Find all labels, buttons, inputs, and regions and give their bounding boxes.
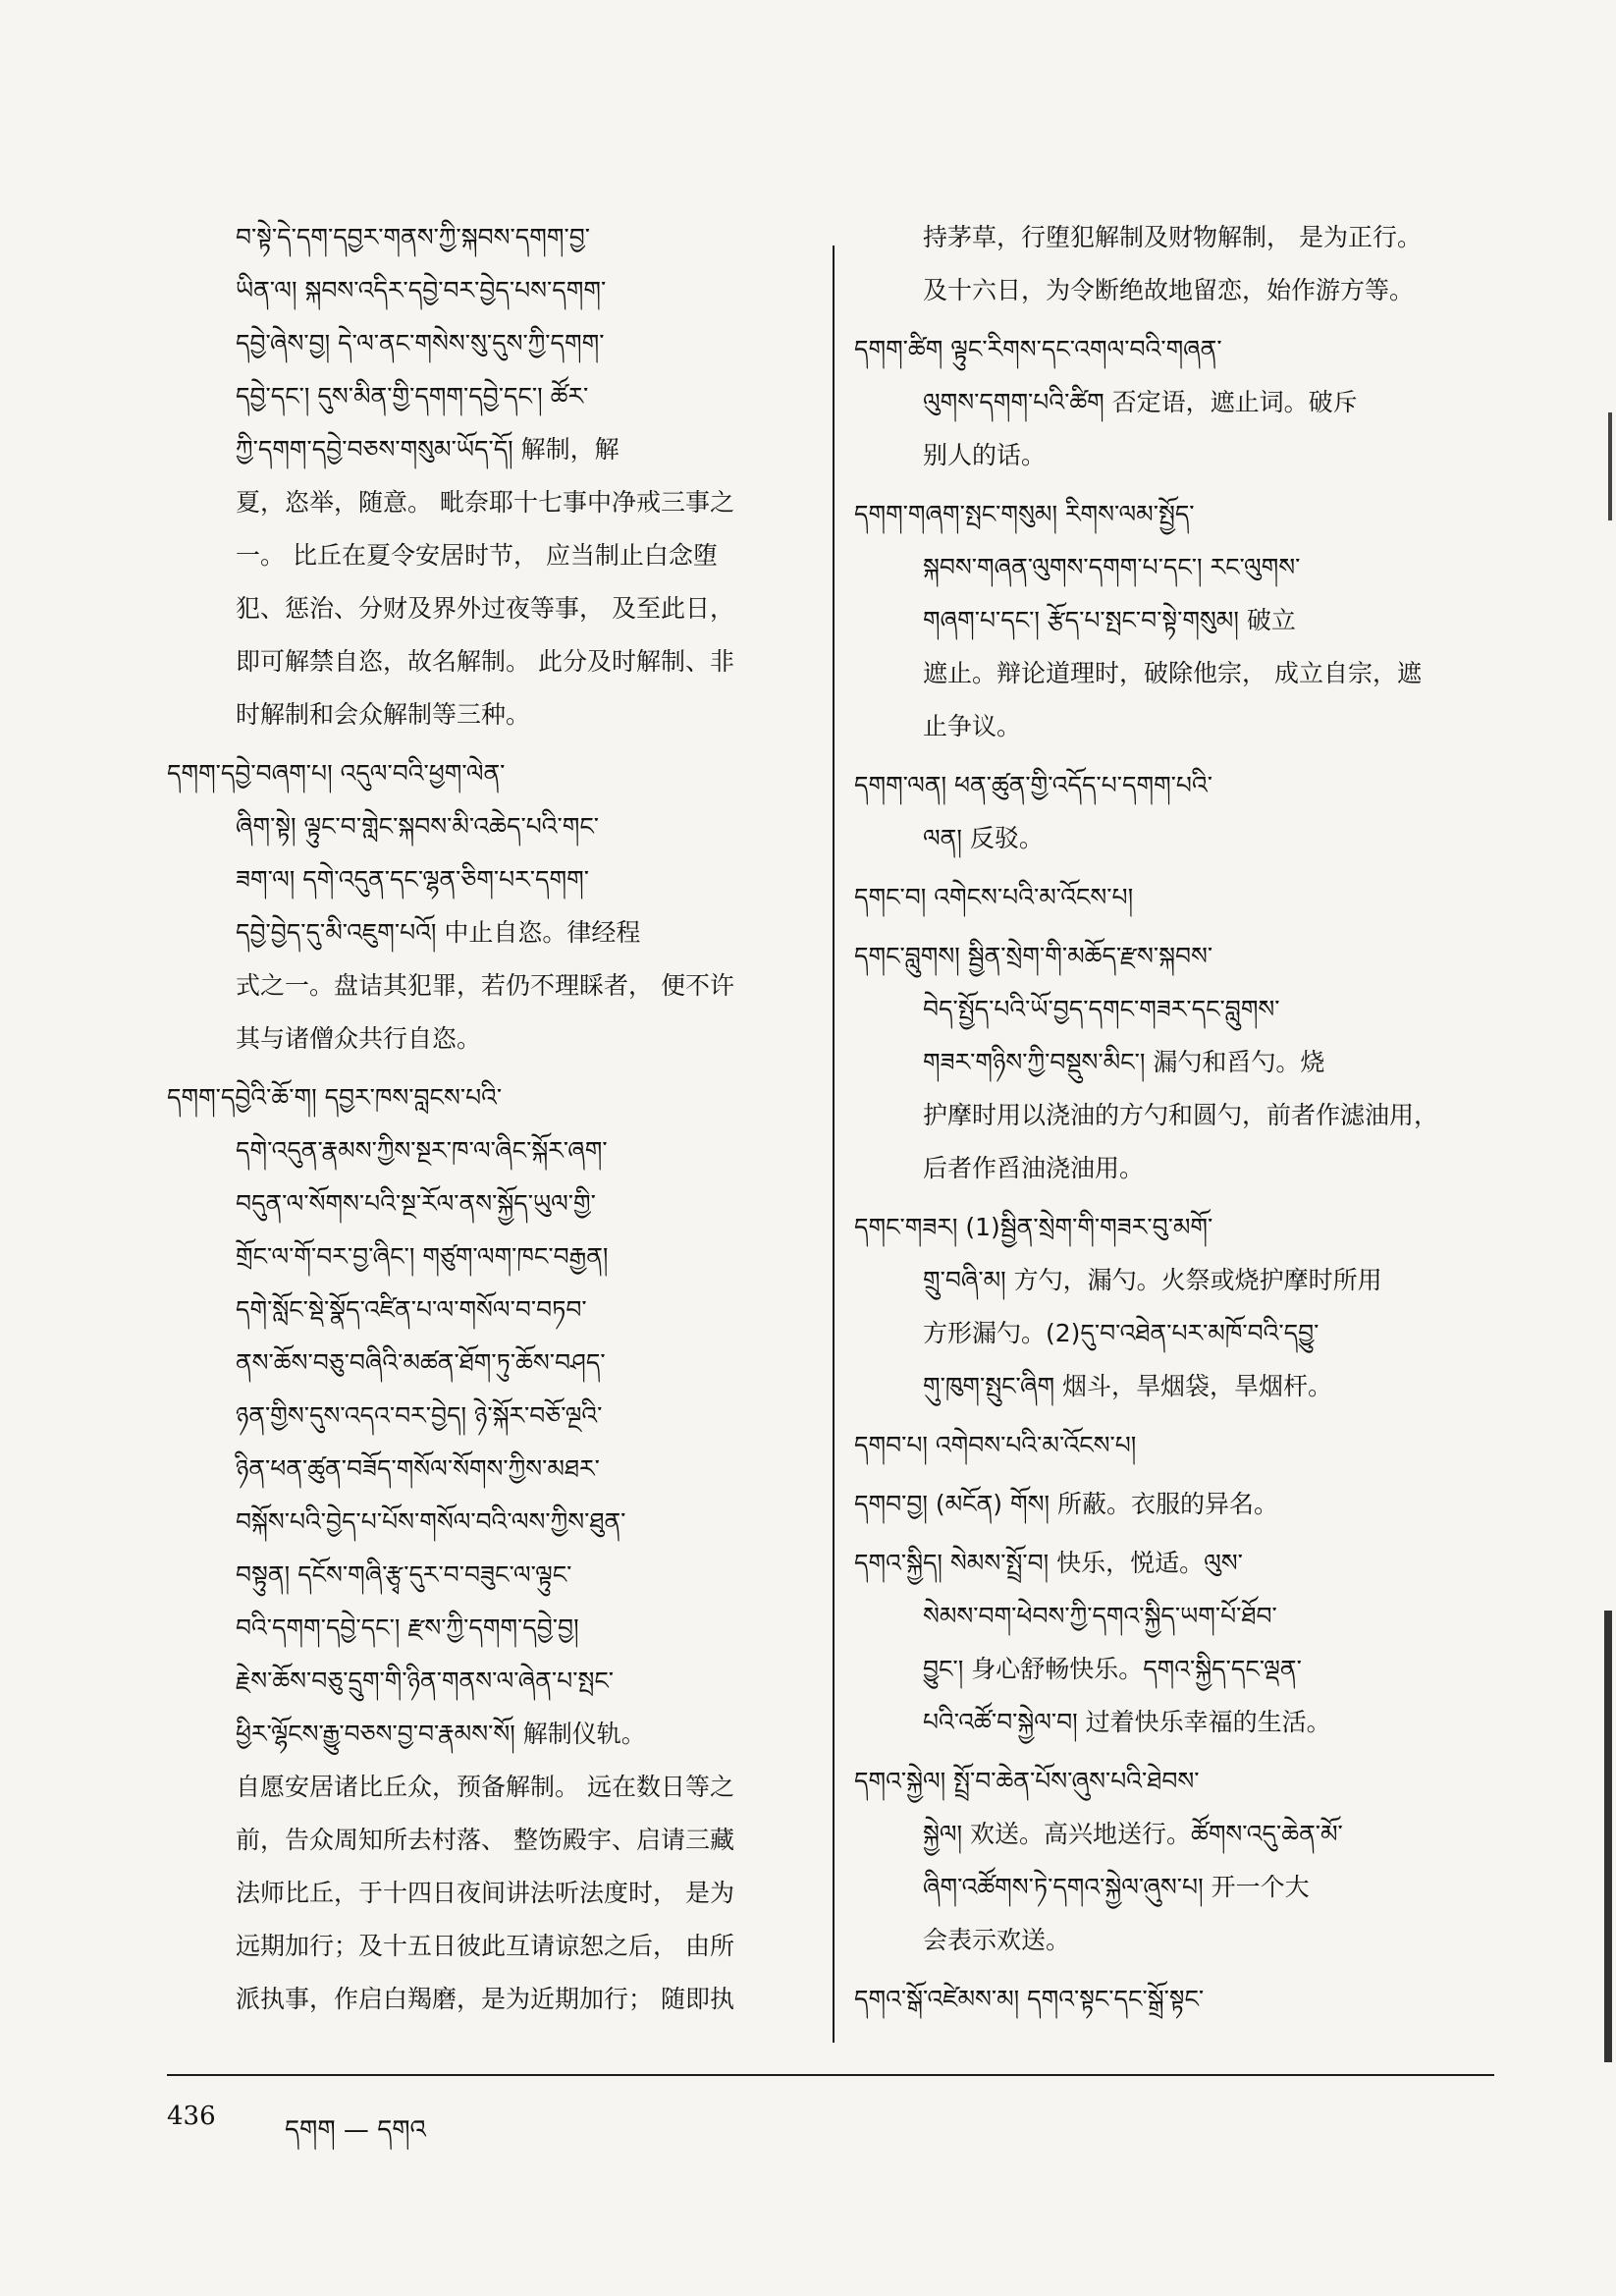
entry-headline: དགང་བླུགས། སྦྱིན་སྲེག་གི་མཆོད་རྫས་སྐབས་ (854, 942, 1213, 970)
dictionary-entry (854, 1755, 1492, 1967)
right-column (854, 211, 1492, 2032)
entry-line: བའི་དགག་དབྱེ་དང་། རྫས་ཀྱི་དགག་དབྱེ་བྱ། (236, 1613, 579, 1642)
dictionary-entry (854, 488, 1492, 753)
entry-line: སྐྱེལ། 欢送。高兴地送行。ཚོགས་འདུ་ཆེན་མོ་ (923, 1820, 1343, 1848)
entry-line: ཉན་གྱིས་དུས་འདའ་བར་བྱེད། ཉེ་སྐོར་བཅོ་ལྔའི་ (236, 1401, 603, 1430)
entry-headline: དགའ་སྐྱིད། སེམས་སྤྲོ་བ། 快乐，悦适。ལུས་ (854, 1549, 1243, 1577)
entry-line: 法师比丘，于十四日夜间讲法听法度时， 是为 (236, 1879, 734, 1907)
entry-line: བདུན་ལ་སོགས་པའི་སྔ་རོལ་ནས་སྐྱོད་ཡུལ་གྱི་ (236, 1189, 596, 1218)
entry-line: སེམས་བག་ཕེབས་ཀྱི་དགའ་སྐྱིད་ཡག་པོ་ཐོབ་ (923, 1602, 1277, 1630)
entry-line: དབྱེ་དང་། དུས་མིན་གྱི་དགག་དབྱེ་དང་། ཚོར་ (236, 382, 589, 410)
entry-line: ཟག་ལ། དགེ་འདུན་དང་ལྷན་ཅིག་པར་དགག་ (236, 865, 589, 894)
entry-line: 前，告众周知所去村落、 整饬殿宇、启请三藏 (236, 1826, 734, 1854)
dictionary-entry (854, 323, 1492, 482)
entry-headline: དགག་ལན། ཕན་ཚུན་གྱི་འདོད་པ་དགག་པའི་ (854, 771, 1212, 799)
entry-line: ཕྱིར་ལྷོངས་རྒྱུ་བཅས་བྱ་བ་རྣམས་སོ། 解制仪轨。 (236, 1720, 646, 1748)
dictionary-entry (854, 1537, 1492, 1749)
entry-line: པའི་འཚོ་བ་སྐྱེལ་བ། 过着快乐幸福的生活。 (923, 1708, 1331, 1736)
page-number: 436 (167, 2102, 216, 2131)
entry-line: གྲུ་བཞི་མ། 方勺，漏勺。火祭或烧护摩时所用 (923, 1266, 1382, 1294)
entry-headline: དགའ་སྒོ་འཛེམས་མ། དགའ་སྟང་དང་སྒྲོ་སྟང་ (854, 1985, 1205, 2013)
entry-line: ལན། 反驳。 (923, 824, 1044, 852)
page-range-header: དགག — དགའ (285, 2115, 426, 2145)
dictionary-entry (854, 1973, 1492, 2026)
entry-line: ལུགས་དགག་པའི་ཚིག 否定语，遮止词。破斥 (923, 388, 1358, 416)
entry-line: 遮止。辩论道理时，破除他宗， 成立自宗，遮 (923, 659, 1422, 687)
dictionary-entry (854, 930, 1492, 1195)
left-column (167, 211, 805, 2032)
entry-headline: དགག་གཞག་སྤང་གསུམ། རིགས་ལམ་སྤྱོད་ (854, 500, 1195, 528)
dictionary-entry (854, 1201, 1492, 1413)
entry-line: 一。 比丘在夏令安居时节， 应当制止白念堕 (236, 541, 718, 570)
entry-headline: དགང་གཟར། (1)སྦྱིན་སྲེག་གི་གཟར་བུ་མགོ་ (854, 1213, 1213, 1241)
dictionary-entry (854, 1478, 1492, 1531)
entry-line: ཞིག་འཚོགས་ཏེ་དགའ་སྐྱེལ་ཞུས་པ། 开一个大 (923, 1873, 1310, 1901)
entry-line: ཉིན་ཕན་ཚུན་བཟོད་གསོལ་སོགས་ཀྱིས་མཐར་ (236, 1454, 600, 1483)
entry-line: སྐབས་གཞན་ལུགས་དགག་པ་དང་། རང་ལུགས་ (923, 553, 1301, 581)
entry-line: 及十六日，为令断绝故地留恋，始作游方等。 (923, 276, 1415, 304)
column-divider (833, 246, 835, 2043)
entry-line: 方形漏勺。(2)དུ་བ་འཐེན་པར་མཁོ་བའི་དབྱུ་ (923, 1319, 1320, 1347)
dictionary-entry (854, 211, 1492, 317)
entry-line: གུ་ཁུག་སྤུང་ཞིག 烟斗，旱烟袋，旱烟杆。 (923, 1372, 1333, 1400)
entry-headline: དགབ་བྱ། (མངོན) གོས། 所蔽。衣服的异名。 (854, 1490, 1278, 1518)
entry-line: 派执事，作启白羯磨，是为近期加行； 随即执 (236, 1985, 734, 2013)
entry-line: གྲོང་ལ་གོ་བར་བྱ་ཞིང་། གཙུག་ལག་ཁང་བརྒྱན། (236, 1242, 609, 1271)
entry-line: 后者作舀油浇油用。 (923, 1154, 1145, 1182)
entry-headline: དགབ་པ། འགེབས་པའི་མ་འོངས་པ། (854, 1431, 1137, 1459)
entry-line: དགེ་སློང་སྡེ་སྣོད་འཛིན་པ་ལ་གསོལ་བ་བཏབ་ (236, 1295, 587, 1324)
entry-line: བསྟུན། དངོས་གཞི་རྩྭ་དུར་བ་བཟུང་ལ་ལྟུང་ (236, 1560, 572, 1589)
entry-headline: 持茅草，行堕犯解制及财物解制， 是为正行。 (923, 223, 1422, 251)
entry-headline: དགང་བ། འགེངས་པའི་མ་འོངས་པ། (854, 883, 1134, 911)
entry-line: དབྱེ་ཞེས་བྱ། དེ་ལ་ནང་གསེས་སུ་དུས་ཀྱི་དགག་ (236, 329, 605, 357)
entry-line: ཡིན་ལ། སྐབས་འདིར་དབྱེ་བར་བྱེད་པས་དགག་ (236, 276, 607, 304)
entry-line: གཞག་པ་དང་། རྩོད་པ་སྤང་བ་སྟེ་གསུམ། 破立 (923, 606, 1296, 634)
entry-line: 会表示欢送。 (923, 1926, 1071, 1954)
dictionary-entry (167, 211, 805, 741)
edge-mark (1604, 1611, 1612, 2062)
entry-line: 远期加行；及十五日彼此互请谅恕之后， 由所 (236, 1932, 734, 1960)
entry-line: 护摩时用以浇油的方勺和圆勺，前者作滤油用， (923, 1101, 1439, 1129)
entry-line: རྗེས་ཆོས་བཅུ་དྲུག་གི་ཉིན་གནས་ལ་ཞེན་པ་སྤང་ (236, 1667, 615, 1695)
entry-line: ཀྱི་དགག་དབྱེ་བཅས་གསུམ་ཡོད་དོ། 解制，解 (236, 435, 619, 464)
entry-line: དགེ་འདུན་རྣམས་ཀྱིས་སྔར་ཁ་ལ་ཞིང་སྐོར་ཞག་ (236, 1136, 608, 1165)
dictionary-entry (854, 759, 1492, 865)
dictionary-entry (854, 871, 1492, 924)
entry-line: ཞིག་སྟེ། ལྟུང་བ་གླེང་སྐབས་མི་འཆེད་པའི་གང་ (236, 812, 599, 841)
entry-line: བྱུང་། 身心舒畅快乐。དགའ་སྐྱིད་དང་ལྡན་ (923, 1655, 1302, 1683)
entry-line: 式之一。盘诘其犯罪，若仍不理睬者， 便不许 (236, 971, 734, 1000)
entry-line: 夏，恣举，随意。 毗奈耶十七事中净戒三事之 (236, 488, 734, 517)
dictionary-entry (854, 1419, 1492, 1472)
entry-line: 其与诸僧众共行自恣。 (236, 1024, 482, 1053)
entry-headline: དགག་ཚིག ལྟུང་རིགས་དང་འགལ་བའི་གཞན་ (854, 335, 1222, 363)
entry-line: གཟར་གཉིས་ཀྱི་བསྡུས་མིང་། 漏勺和舀勺。烧 (923, 1048, 1325, 1076)
footer-rule (167, 2074, 1494, 2076)
entry-line: 犯、惩治、分财及界外过夜等事， 及至此日， (236, 594, 734, 623)
entry-line: བེད་སྤྱོད་པའི་ཡོ་བྱད་དགང་གཟར་དང་བླུགས་ (923, 995, 1280, 1023)
entry-line: 自愿安居诸比丘众，预备解制。 远在数日等之 (236, 1773, 734, 1801)
entry-headline: དགག་དབྱེའི་ཆོ་ག། དབྱར་ཁས་བླངས་པའི་ (167, 1083, 503, 1112)
dictionary-entry (167, 747, 805, 1066)
entry-headline: དགའ་སྐྱེལ། སྤྲོ་བ་ཆེན་པོས་ཞུས་པའི་ཐེབས་ (854, 1767, 1200, 1795)
edge-mark (1608, 412, 1612, 520)
entry-line: 时解制和会众解制等三种。 (236, 700, 531, 729)
entry-line: 别人的话。 (923, 441, 1047, 469)
entry-line: 止争议。 (923, 712, 1022, 740)
entry-headline: བ་སྟེ་དེ་དག་དབྱར་གནས་ཀྱི་སྐབས་དགག་བྱ་ (236, 223, 591, 251)
entry-line: དབྱེ་བྱེད་དུ་མི་འཇུག་པའོ། 中止自恣。律经程 (236, 918, 641, 947)
entry-line: 即可解禁自恣，故名解制。 此分及时解制、非 (236, 647, 734, 676)
entry-headline: དགག་དབྱེ་བཞག་པ། འདུལ་བའི་ཕྱག་ལེན་ (167, 759, 506, 788)
entry-line: ནས་ཆོས་བཅུ་བཞིའི་མཚན་ཐོག་ཏུ་ཆོས་བཤད་ (236, 1348, 606, 1377)
entry-line: བསྐོས་པའི་བྱེད་པ་པོས་གསོལ་བའི་ལས་ཀྱིས་ཐུན་ (236, 1507, 626, 1536)
dictionary-entry (167, 1071, 805, 2026)
